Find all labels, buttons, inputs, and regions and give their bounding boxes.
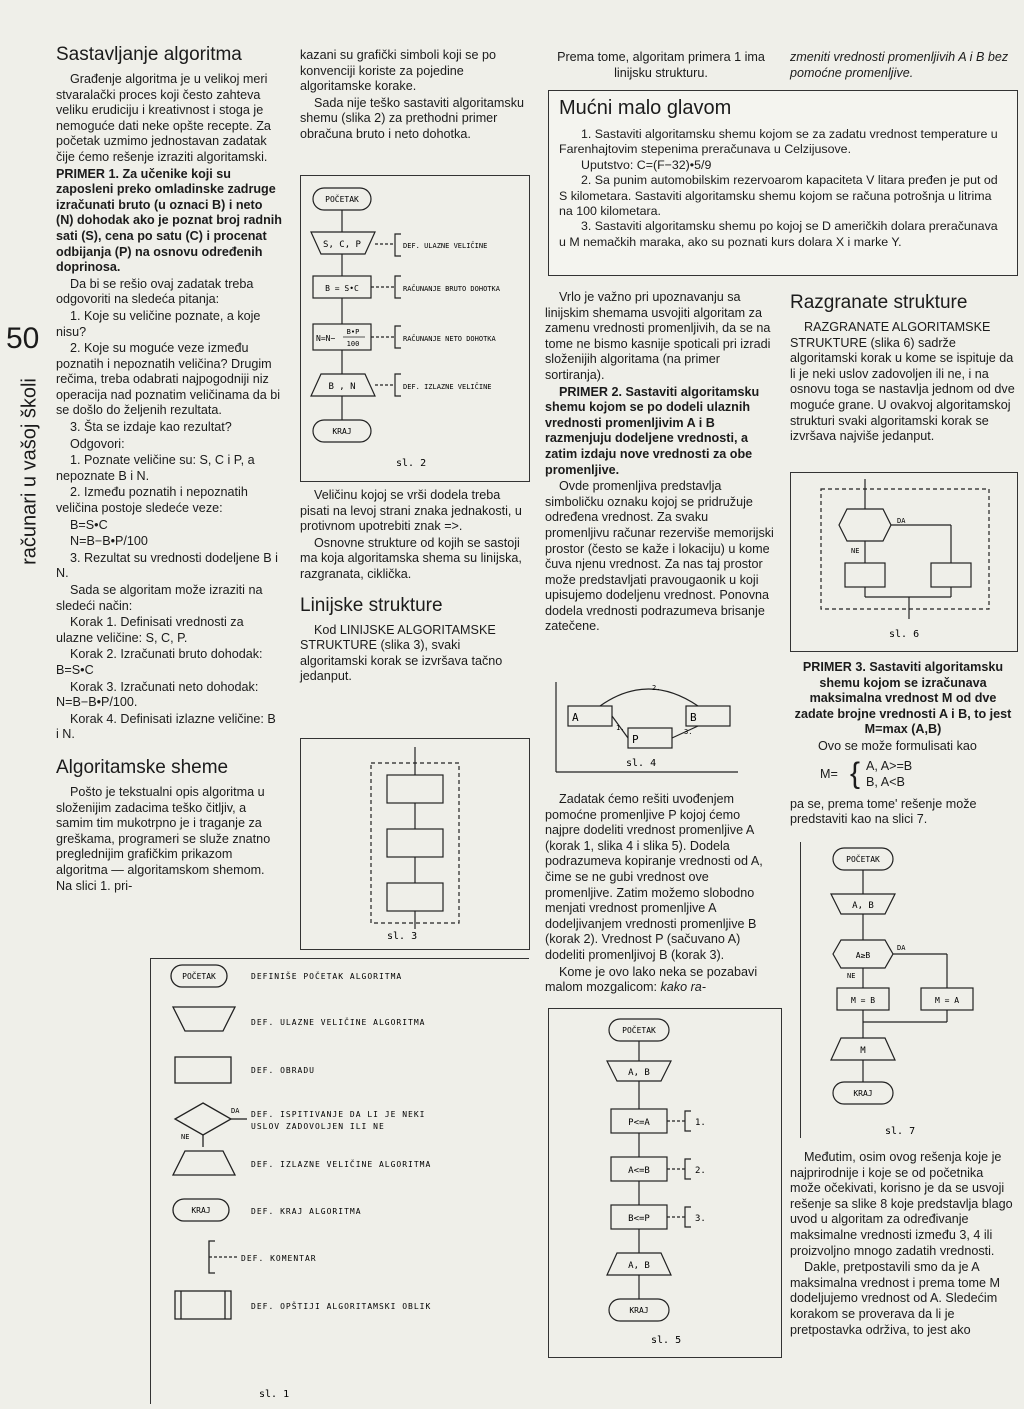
paragraph: Prema tome, algoritam primera 1 ima linijsku strukturu. (557, 50, 765, 80)
max-formula-case-2: B, A<B (866, 774, 905, 789)
fig5-output: A, B (628, 1261, 650, 1271)
fig4-p: P (632, 733, 639, 746)
paragraph: Vrlo je važno pri upoznavanju sa linijskim shemama usvojiti algoritam za zamenu vrednosti promenljivih, da se na tome ne bismo kasnije spoticali pri izradi složenijih algoritama (na primer sortiranja). (545, 290, 771, 382)
step-3: Korak 3. Izračunati neto dohodak: N=B−B•P/100. (56, 679, 259, 710)
column-2-top (300, 48, 528, 144)
fig5-step-1: P<=A (628, 1118, 650, 1128)
puzzle-task-3: 3. Sastaviti algoritamsku shemu po kojoj se D američkih dolara preračunava u M nemačkih maraka, ako su poznati kurs dolara X i marke Y. (559, 219, 998, 249)
puzzle-lead: Kome je ovo lako neka se pozabavi malom mozgalicom: (545, 964, 758, 995)
section-title-linijske: Linijske strukture (300, 594, 443, 616)
magazine-name: računari u vašoj školi (18, 378, 41, 565)
fig5-num-1: 1. (695, 1118, 706, 1128)
column-4-low (790, 660, 1016, 829)
fig1-no: NE (181, 1133, 190, 1141)
paragraph: Građenje algoritma je u velikoj meri stvaralački proces koji često zahteva veliku erudiciju i kreativnost i stoga je nemoguće dati neke opšte recepte. Za početak uzmimo jednostavan zadatak čije ćemo rešenje izraziti algoritamski. (56, 72, 271, 164)
page-number: 50 (6, 322, 40, 355)
figure-4 (548, 672, 780, 780)
figure-6 (790, 472, 1018, 652)
max-formula-lhs: M= (820, 766, 838, 781)
fig1-label-output: DEF. IZLAZNE VELIČINE ALGORITMA (251, 1160, 432, 1169)
fig1-label-subroutine: DEF. OPŠTIJI ALGORITAMSKI OBLIK (251, 1302, 432, 1311)
figure-7-drawing (801, 842, 1011, 1138)
fig7-condition: A≥B (855, 951, 871, 960)
step-2: Korak 2. Izračunati bruto dohodak: B=S•C (56, 647, 263, 677)
paragraph: kazani su grafički simboli koji se po konvenciji koriste za pojedine algoritamske korake. (300, 48, 496, 94)
fig2-input-comment: DEF. ULAZNE VELIČINE (403, 242, 488, 250)
fig6-caption: sl. 6 (889, 629, 920, 640)
column-1 (56, 44, 282, 895)
fig7-yes: DA (897, 944, 906, 952)
figure-3 (300, 738, 530, 950)
fig7-m-equals-a: M = A (934, 996, 960, 1005)
fig7-output: M (860, 1046, 866, 1056)
figure-7 (800, 842, 1011, 1138)
column-3-mid (545, 290, 775, 636)
fig5-num-3: 3. (695, 1214, 706, 1224)
answer-3: 3. Rezultat su vrednosti dodeljene B i N. (56, 550, 278, 581)
fig1-start: POČETAK (182, 972, 216, 981)
step-1: Korak 1. Definisati vrednosti za ulazne veličine: S, C, P. (56, 615, 244, 645)
puzzle-hint-1: Uputstvo: C=(F−32)•5/9 (581, 157, 712, 172)
fig2-neto-c: 100 (346, 340, 360, 348)
fig5-step-2: A<=B (628, 1166, 650, 1176)
fig5-caption: sl. 5 (651, 1335, 682, 1346)
fig1-end: KRAJ (191, 1206, 211, 1215)
fig6-yes: DA (897, 517, 906, 525)
column-4-bottom (790, 1150, 1016, 1339)
column-3-top (545, 50, 777, 82)
fig1-label-decision-2: USLOV ZADOVOLJEN ILI NE (251, 1122, 385, 1131)
column-3-low (545, 792, 775, 997)
fig2-output-comment: DEF. IZLAZNE VELIČINE (403, 383, 492, 391)
paragraph: Ovde promenljiva predstavlja simboličku oznaku kojoj se pridružuje određena vrednost. Za svaku promenljivu računar rezerviše memorijski prostor (često se kaže i lokaciju) u kome čuva njenu vrednost. Za nas taj prostor može predstavljati pravougaonik u koji upisujemo dodeljenu vrednost. Ponovna dodela vrednosti podrazumeva brisanje zatečene. (545, 479, 774, 634)
puzzle-box (548, 90, 1018, 276)
fig4-caption: sl. 4 (626, 758, 657, 769)
fig7-caption: sl. 7 (885, 1126, 916, 1137)
puzzle-task-2: 2. Sa punim automobilskim rezervoarom kapaciteta V litara pređen je put od S kilometara. Sastaviti algoritamsku shemu kojom se računa potrošnja u litrima na 100 kilometara. (559, 173, 998, 219)
example-2: PRIMER 2. Sastaviti algoritamsku shemu kojom se po dodeli ulaznih vrednosti promenljivim A i B razmenjuju dodeljene vrednosti, a zatim izdaju nove vrednosti za obe promenljive. (545, 384, 760, 477)
question-1: 1. Koje su veličine poznate, a koje nisu? (56, 308, 261, 339)
max-formula-brace: { (850, 756, 861, 790)
figure-3-drawing (301, 739, 529, 949)
fig7-input: A, B (852, 901, 874, 911)
fig4-step-1: 1. (616, 724, 625, 732)
column-2-mid (300, 488, 528, 686)
paragraph: Pošto je tekstualni opis algoritma u složenijim zadacima teško čitljiv, a samim tim mukotrpno je i traganje za greškama, programeri se služe znatno preglednijim grafičkim prikazom algoritma — algoritamskom shemom. Na slici 1. pri- (56, 784, 271, 893)
fig2-bruto-comment: RAČUNANJE BRUTO DOHOTKA (403, 285, 500, 293)
fig2-neto-a: N=N− (316, 334, 336, 343)
fig7-end: KRAJ (853, 1089, 873, 1098)
fig7-start: POČETAK (846, 855, 880, 864)
paragraph: Dakle, pretpostavili smo da je A maksimalna vrednost i prema tome M dodeljujemo vrednost od A. Sledećim korakom se proverava da li je pretpostavka održiva, to jest ako (790, 1260, 1000, 1337)
fig2-start: POČETAK (325, 195, 359, 204)
answers-label: Odgovori: (70, 436, 125, 451)
fig1-label-decision-1: DEF. ISPITIVANJE DA LI JE NEKI (251, 1110, 426, 1119)
figure-6-drawing (791, 473, 1017, 651)
fig2-neto-comment: RAČUNANJE NETO DOHOTKA (403, 335, 496, 343)
formula-b: B=S•C (70, 517, 108, 532)
figure-5 (548, 1008, 782, 1358)
paragraph (545, 965, 775, 996)
section-title-sastavljanje: Sastavljanje algoritma (56, 44, 242, 65)
fig5-start: POČETAK (622, 1026, 656, 1035)
paragraph: Međutim, osim ovog rešenja koje je najprirodnije i koje se od početnika može očekivati, korisno je da se usvoji rešenje sa slike 8 koje predstavlja blago uvod u algoritam za određivanje maksimalne vrednosti između 3, 4 ili proizvoljno mnogo zadatih vrednosti. (790, 1150, 1013, 1258)
paragraph: Sada nije teško sastaviti algoritamsku shemu (slika 2) za prethodni primer obračuna bruto i neto dohotka. (300, 95, 524, 141)
section-title-sheme: Algoritamske sheme (56, 756, 229, 778)
question-3: 3. Šta se izdaje kao rezultat? (70, 420, 232, 435)
paragraph: Zadatak ćemo rešiti uvođenjem pomoćne promenljive P kojoj ćemo najpre dodeliti vrednost promenljive A (korak 1, slika 4 i slika 5). Dodela podrazumeva kopiranje vrednosti od A, čime se ne gubi vrednost ove promenljive. Zatim možemo slobodno menjati vrednost promenljive A dodeljivanjem vrednosti promenljive B (korak 2). Vrednost P (sačuvano A) dodeliti promenljivoj B (korak 3). (545, 792, 763, 962)
fig2-output: B , N (328, 382, 356, 392)
fig2-bruto: B = S•C (325, 284, 359, 293)
puzzle-text (559, 127, 1007, 250)
fig4-b: B (690, 711, 697, 724)
fig1-label-start: DEFINIŠE POČETAK ALGORITMA (251, 972, 403, 981)
fig5-num-2: 2. (695, 1166, 706, 1176)
fig1-caption: sl. 1 (259, 1389, 290, 1400)
column-4-top (790, 50, 1016, 82)
fig2-neto-b: B•P (346, 328, 360, 336)
fig2-caption: sl. 2 (396, 458, 427, 469)
column-4-mid (790, 292, 1016, 446)
fig4-a: A (572, 711, 579, 724)
fig3-caption: sl. 3 (387, 931, 418, 942)
fig4-step-3: 3. (684, 728, 693, 736)
fig1-label-comment: DEF. KOMENTAR (241, 1254, 317, 1263)
fig2-end: KRAJ (332, 427, 352, 436)
figure-2-drawing (301, 176, 529, 481)
paragraph: Kod LINIJSKE ALGORITAMSKE STRUKTURE (slika 3), svaki algoritamski korak se izvršava tačno jedanput. (300, 622, 503, 684)
example-1: PRIMER 1. Za učenike koji su zaposleni preko omladinske zadruge izračunati bruto (u oznaci B) i neto (N) dohodak ako je poznat broj radnih sati (S), cena po satu (C) i procenat odbijanja (P) na osnovu određenih doprinosa. (56, 166, 282, 275)
paragraph: Osnovne strukture od kojih se sastoji ma koja algoritamska shema su linijska, razgranata, ciklička. (300, 535, 522, 581)
step-4: Korak 4. Definisati izlazne veličine: B i N. (56, 711, 276, 742)
section-title-razgranate: Razgranate strukture (790, 292, 968, 313)
figure-1-drawing (151, 959, 529, 1404)
paragraph: Sada se algoritam može izraziti na sledeći način: (56, 583, 263, 613)
figure-2 (300, 175, 530, 482)
fig4-step-2: 2. (652, 684, 661, 692)
answer-2: 2. Između poznatih i nepoznatih veličina postoje sledeće veze: (56, 485, 248, 516)
paragraph: RAZGRANATE ALGORITAMSKE STRUKTURE (slika 6) sadrže algoritamski korak u kome se ispituje da li je neki uslov zadovoljen ili ne, i na osnovu toga se nastavlja jednom od dve moguće grane. U ovakvoj algoritamskoj strukturi svaki algoritamski korak se izvršava najviše jedanput. (790, 320, 1015, 444)
paragraph: Da bi se rešio ovaj zadatak treba odgovoriti na sledeća pitanja: (56, 276, 254, 307)
answer-1: 1. Poznate veličine su: S, C i P, a nepoznate B i N. (56, 453, 255, 483)
puzzle-lead-italic: kako ra- (660, 980, 706, 995)
fig5-end: KRAJ (629, 1306, 649, 1315)
puzzle-title: Mućni malo glavom (559, 97, 732, 119)
paragraph: Veličinu kojoj se vrši dodela treba pisati na levoj strani znaka jednakosti, u protivnom upotrebiti znak =>. (300, 488, 522, 534)
fig5-input: A, B (628, 1068, 650, 1078)
figure-5-drawing (549, 1009, 781, 1357)
formula-n: N=B−B•P/100 (70, 534, 148, 549)
fig1-label-input: DEF. ULAZNE VELIČINE ALGORITMA (251, 1018, 426, 1027)
fig1-label-process: DEF. OBRADU (251, 1066, 315, 1075)
fig5-step-3: B<=P (628, 1214, 650, 1224)
fig6-no: NE (851, 547, 860, 555)
puzzle-task-1: 1. Sastaviti algoritamsku shemu kojom se za zadatu vrednost temperature u Farenhajtovim stepenima preračunava u Celzijusove. (559, 127, 998, 157)
fig2-input: S, C, P (323, 240, 361, 250)
max-formula (790, 757, 1016, 793)
figure-1 (150, 958, 529, 1404)
paragraph: pa se, prema tome' rešenje može predstaviti kao na slici 7. (790, 796, 977, 827)
paragraph: Ovo se može formulisati kao (818, 738, 977, 753)
fig1-yes: DA (231, 1107, 240, 1115)
fig1-label-end: DEF. KRAJ ALGORITMA (251, 1207, 362, 1216)
max-formula-case-1: A, A>=B (866, 758, 913, 773)
fig7-no: NE (847, 972, 856, 980)
puzzle-continuation: zmeniti vrednosti promenljivih A i B bez pomoćne promenljive. (790, 50, 1009, 80)
example-3: PRIMER 3. Sastaviti algoritamsku shemu kojom se izračunava maksimalna vrednost M od dve zadate brojne vrednosti A i B, to jest M=max (A,B) (794, 660, 1012, 737)
question-2: 2. Koje su moguće veze između poznatih i nepoznatih veličina? Drugim rečima, treba odabrati najpogodniji niz operacija nad poznatim veličinama da bi se došlo do željenih rezultata. (56, 341, 281, 418)
figure-4-drawing (548, 672, 780, 780)
fig7-m-equals-b: M = B (850, 996, 876, 1005)
